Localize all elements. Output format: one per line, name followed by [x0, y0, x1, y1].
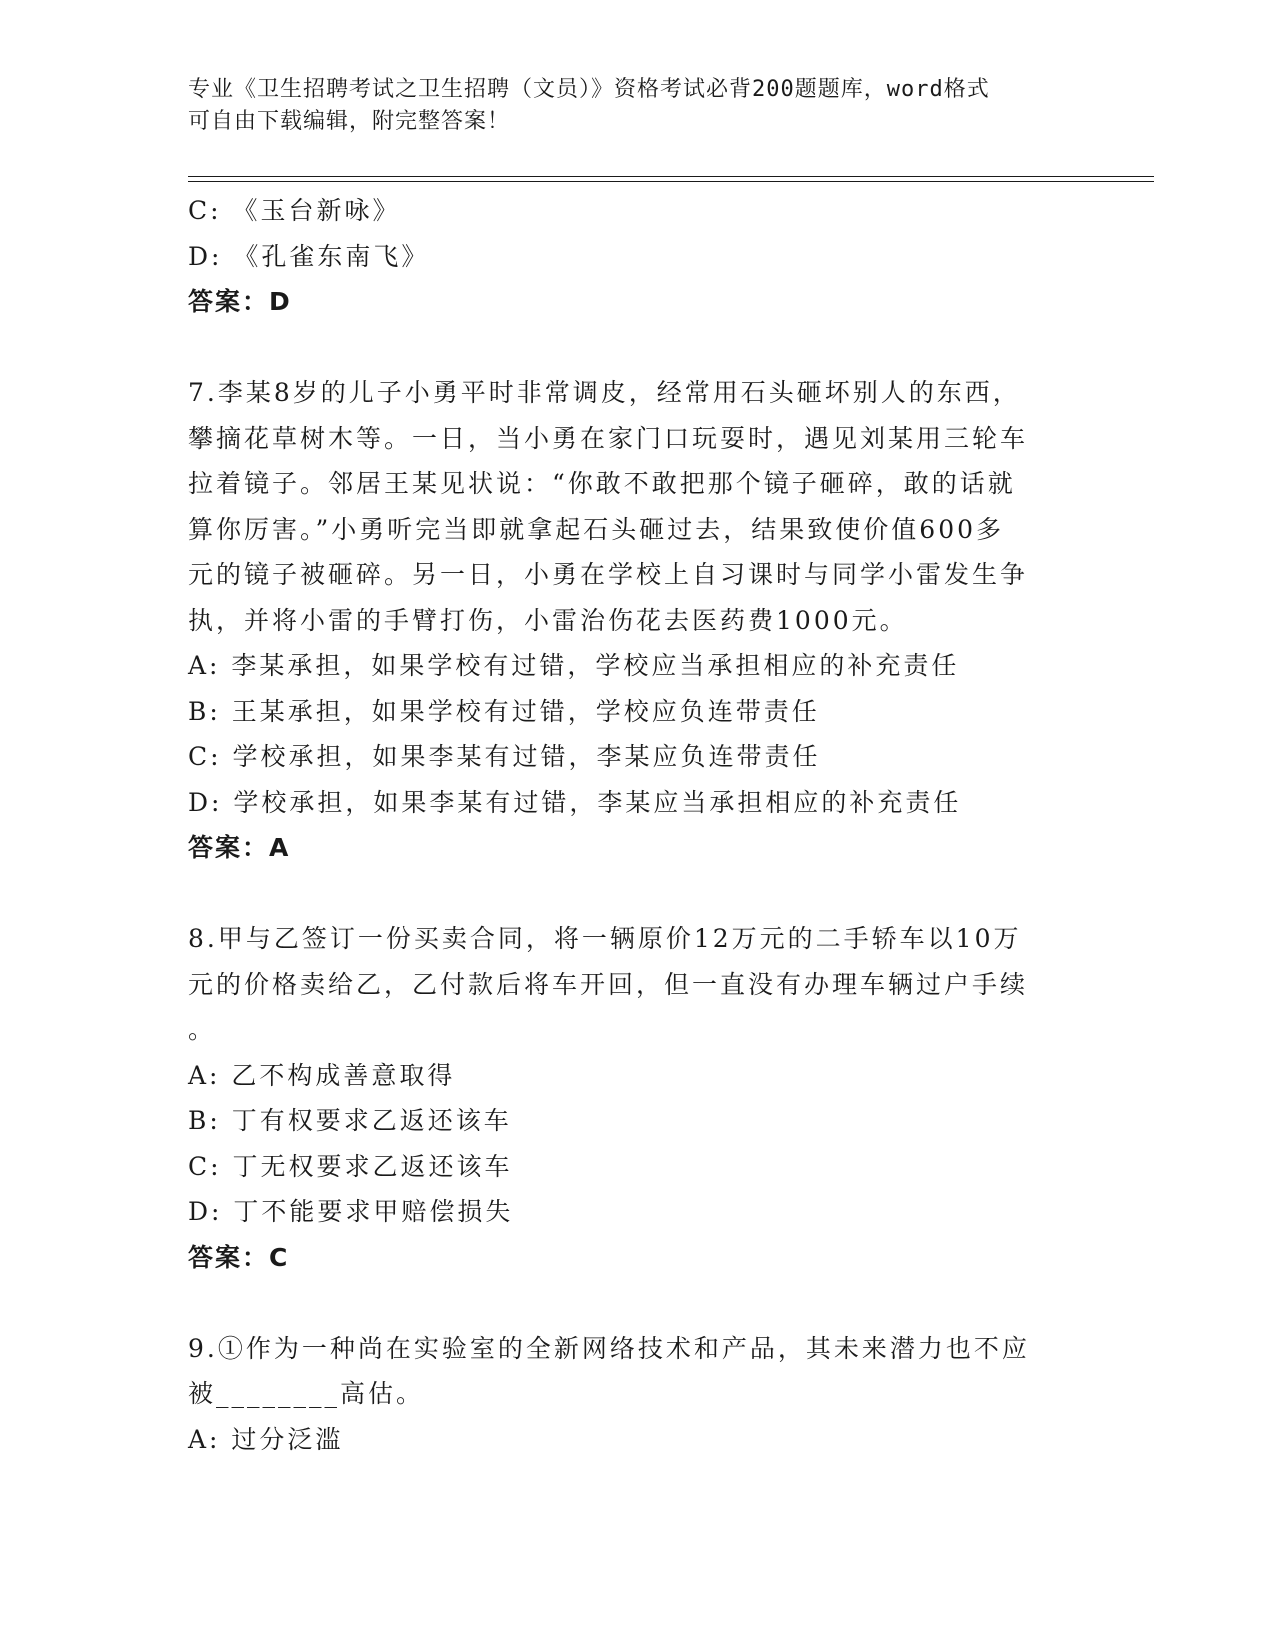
- question-stem-line: 元的镜子被砸碎。另一日，小勇在学校上自习课时与同学小雷发生争: [188, 560, 1029, 589]
- question-content: [188, 188, 1068, 1462]
- spacer: [188, 1280, 1068, 1326]
- header-rule-bottom: [188, 181, 1154, 182]
- document-header: [188, 74, 1068, 138]
- option-d: D: 学校承担，如果李某有过错，李某应当承担相应的补充责任: [188, 787, 962, 817]
- question-stem-line: 执，并将小雷的手臂打伤，小雷治伤花去医药费1000元。: [188, 605, 908, 635]
- answer-label: 答案：D: [188, 287, 292, 316]
- header-rule-top: [188, 176, 1154, 177]
- question-stem-line: 8.甲与乙签订一份买卖合同，将一辆原价12万元的二手轿车以10万: [188, 924, 1022, 953]
- question-stem-line: 。: [188, 1015, 217, 1044]
- option-d: D: 丁不能要求甲赔偿损失: [188, 1197, 514, 1226]
- option-a: A: 过分泛滥: [188, 1424, 344, 1454]
- option-a: A: 李某承担，如果学校有过错，学校应当承担相应的补充责任: [188, 651, 960, 680]
- option-b: B: 王某承担，如果学校有过错，学校应负连带责任: [188, 696, 820, 726]
- question-stem-line: 拉着镜子。邻居王某见状说：“你敢不敢把那个镜子砸碎，敢的话就: [188, 469, 1016, 498]
- question-7: [188, 370, 1068, 871]
- option-b: B: 丁有权要求乙返还该车: [188, 1106, 512, 1135]
- question-stem-line: 元的价格卖给乙，乙付款后将车开回，但一直没有办理车辆过户手续: [188, 969, 1029, 999]
- question-6: [188, 188, 1068, 325]
- spacer: [188, 871, 1068, 917]
- option-d: D: 《孔雀东南飞》: [188, 241, 430, 271]
- option-a: A: 乙不构成善意取得: [188, 1060, 456, 1090]
- header-line-1: 专业《卫生招聘考试之卫生招聘（文员）》资格考试必背200题题库，word格式: [188, 77, 990, 102]
- header-line-2: 可自由下载编辑，附完整答案！: [188, 109, 511, 134]
- spacer: [188, 325, 1068, 371]
- question-stem-line: 攀摘花草树木等。一日，当小勇在家门口玩耍时，遇见刘某用三轮车: [188, 423, 1029, 453]
- option-c: C: 丁无权要求乙返还该车: [188, 1151, 513, 1181]
- question-stem-line: 算你厉害。”小勇听完当即就拿起石头砸过去，结果致使价值600多: [188, 514, 1005, 544]
- answer-label: 答案：A: [188, 833, 291, 862]
- option-c: C: 学校承担，如果李某有过错，李某应负连带责任: [188, 742, 821, 771]
- question-stem-line: 9.①作为一种尚在实验室的全新网络技术和产品，其未来潜力也不应: [188, 1333, 1030, 1363]
- answer-label: 答案：C: [188, 1242, 290, 1272]
- question-8: [188, 916, 1068, 1280]
- question-stem-line: 被________高估。: [188, 1379, 425, 1408]
- question-9: [188, 1326, 1068, 1463]
- option-c: C: 《玉台新咏》: [188, 196, 401, 225]
- question-stem-line: 7.李某8岁的儿子小勇平时非常调皮，经常用石头砸坏别人的东西，: [188, 378, 1021, 407]
